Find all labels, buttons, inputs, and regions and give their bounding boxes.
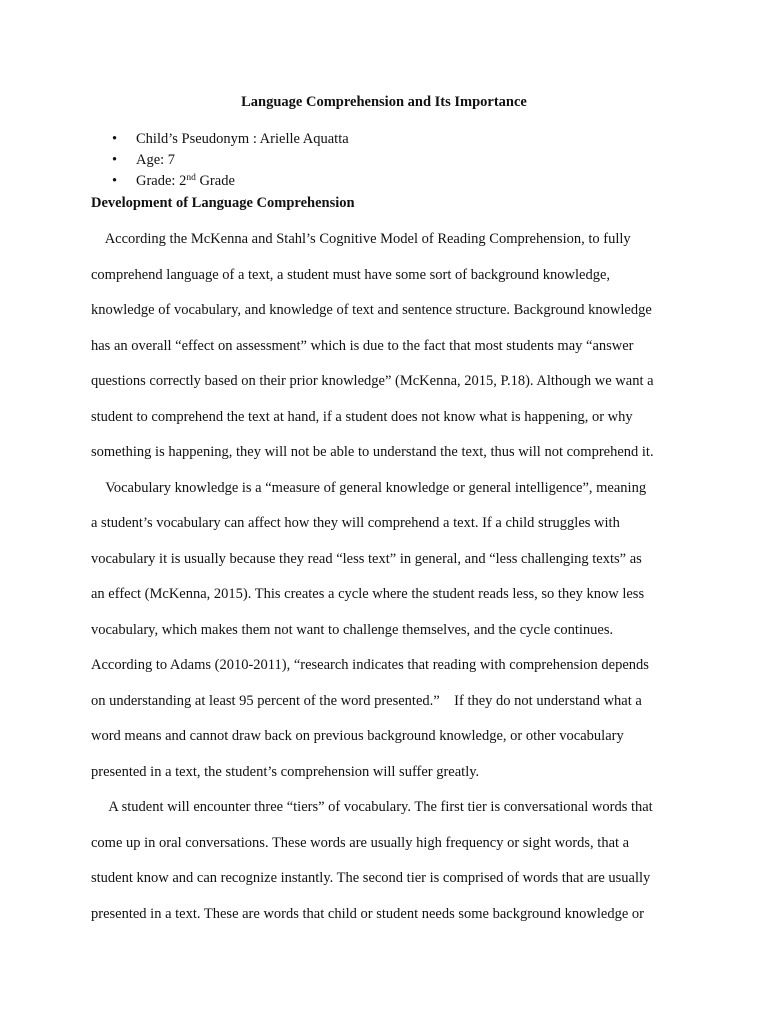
section-heading: Development of Language Comprehension — [91, 195, 355, 211]
text-line: presented in a text, the student’s comprehension will suffer greatly. — [91, 763, 480, 780]
grade-prefix: Grade: 2 — [136, 173, 187, 189]
child-info-list — [112, 129, 349, 192]
body-text — [91, 228, 691, 938]
text-line: a student’s vocabulary can affect how they will comprehend a text. If a child struggles with — [91, 515, 620, 531]
grade-item — [112, 171, 349, 192]
bullet-icon: • — [112, 131, 118, 147]
text-line: vocabulary, which makes them not want to challenge themselves, and the cycle continues. — [91, 621, 614, 638]
text-line: knowledge of vocabulary, and knowledge of text and sentence structure. Background knowledge — [91, 302, 652, 318]
text-line: According the McKenna and Stahl’s Cognitive Model of Reading Comprehension, to fully — [91, 231, 631, 247]
text-line: Vocabulary knowledge is a “measure of general knowledge or general intelligence”, meaning — [91, 479, 647, 496]
grade-suffix: Grade — [195, 173, 235, 189]
text-line: has an overall “effect on assessment” which is due to the fact that most students may “answer — [91, 337, 634, 354]
document-title: Language Comprehension and Its Importance — [241, 94, 527, 110]
text-line: A student will encounter three “tiers” of vocabulary. The first tier is conversational words that — [91, 799, 653, 815]
bullet-icon: • — [112, 152, 118, 168]
text-line: an effect (McKenna, 2015). This creates a cycle where the student reads less, so they know less — [91, 586, 645, 602]
text-line: on understanding at least 95 percent of the word presented.” If they do not understand what a — [91, 692, 642, 709]
text-line: vocabulary it is usually because they read “less text” in general, and “less challenging texts” as — [91, 550, 642, 567]
text-line: questions correctly based on their prior knowledge” (McKenna, 2015, P.18). Although we want a — [91, 373, 654, 389]
text-line: presented in a text. These are words that child or student needs some background knowledge or — [91, 905, 644, 922]
pseudonym-item — [112, 129, 349, 150]
pseudonym-text: Child’s Pseudonym : Arielle Aquatta — [136, 131, 349, 147]
text-line: comprehend language of a text, a student must have some sort of background knowledge, — [91, 266, 611, 283]
text-line: word means and cannot draw back on previous background knowledge, or other vocabulary — [91, 728, 624, 744]
text-line: According to Adams (2010-2011), “research indicates that reading with comprehension depends — [91, 657, 649, 673]
grade-superscript: nd — [186, 173, 196, 183]
text-line: something is happening, they will not be able to understand the text, thus will not comprehend it. — [91, 444, 654, 460]
age-text: Age: 7 — [136, 152, 176, 168]
text-line: student know and can recognize instantly. The second tier is comprised of words that are usually — [91, 870, 651, 886]
text-line: come up in oral conversations. These words are usually high frequency or sight words, that a — [91, 834, 630, 851]
age-item — [112, 150, 349, 171]
bullet-icon: • — [112, 173, 118, 189]
text-line: student to comprehend the text at hand, if a student does not know what is happening, or why — [91, 408, 633, 425]
